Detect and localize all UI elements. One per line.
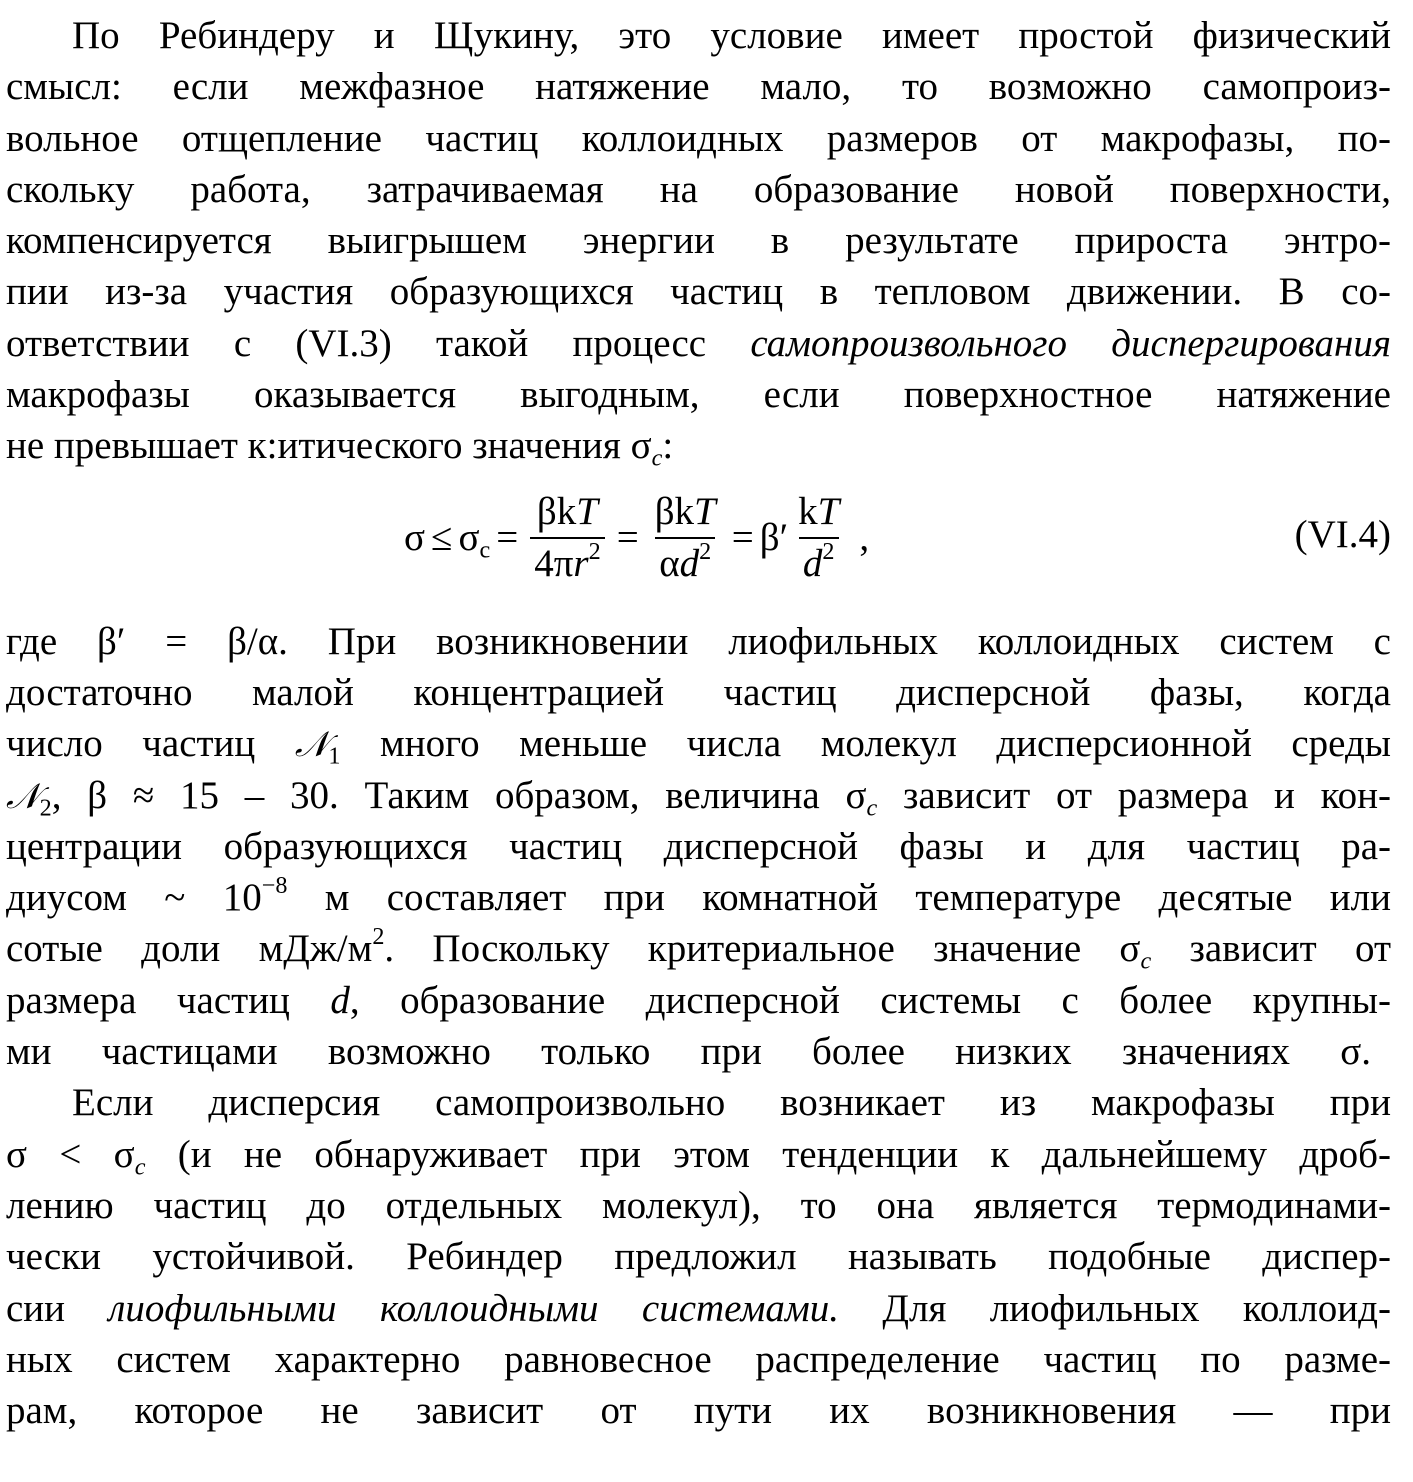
fraction-numerator <box>651 489 720 537</box>
formula-vi-4 <box>404 478 869 598</box>
text-fragment: , β ≈ 15 – 30. Таким образом, величина σ <box>51 773 867 817</box>
fraction-denominator <box>799 537 839 587</box>
exponent: 2 <box>822 537 835 565</box>
text-line <box>6 872 1391 923</box>
sigma-symbol: σ <box>404 516 426 560</box>
diameter-symbol: d <box>330 978 350 1022</box>
text-fragment: м составляет при комнатной температуре десятые или <box>287 876 1391 920</box>
fraction-numerator <box>533 489 602 537</box>
text-line <box>6 318 1391 369</box>
equals-symbol: = <box>616 516 639 560</box>
fraction-1 <box>530 489 604 587</box>
diameter-symbol: d <box>802 541 823 585</box>
text-line: где β′ = β/α. При возникновении лиофильных коллоидных систем с <box>6 619 1391 663</box>
script-n-symbol: 𝒩 <box>6 775 40 817</box>
document-page <box>6 10 1391 1436</box>
text-line: скольку работа, затрачиваемая на образование новой поверхности, <box>6 167 1391 211</box>
text-line: лению частиц до отдельных молекул), то она является термодинами- <box>6 1183 1391 1227</box>
text-fragment: не превышает к:итического значения σ <box>6 424 652 468</box>
paragraph-1 <box>6 10 1391 472</box>
exponent: 2 <box>699 537 712 565</box>
subscript-c: c <box>134 1152 146 1180</box>
text-line <box>6 1283 1391 1334</box>
temperature-symbol: T <box>576 489 598 533</box>
sigma-symbol: σ <box>458 516 480 560</box>
text-fragment: размера частиц <box>6 978 331 1022</box>
beta-prime-symbol: β′ <box>759 516 789 560</box>
text-fragment: . Поскольку критериальное значение σ <box>384 927 1141 971</box>
text-fragment: сии <box>6 1286 109 1330</box>
text-line: пии из-за участия образующихся частиц в тепловом движении. В со- <box>6 270 1391 314</box>
text-line <box>6 718 1391 769</box>
text-fragment: зависит от <box>1151 927 1391 971</box>
colon: : <box>662 424 674 468</box>
exponent: −8 <box>261 872 288 900</box>
fraction-denominator <box>530 537 604 587</box>
text-line: Если дисперсия самопроизвольно возникает из макрофазы при <box>72 1081 1391 1125</box>
text-fragment: диусом ~ 10 <box>6 876 262 920</box>
text-fragment: ответствии с (VI.3) такой процесс <box>6 321 751 365</box>
subscript-c: c <box>479 536 491 564</box>
numerator-text: βk <box>654 489 695 533</box>
text-line: ми частицами возможно только при более низких значениях σ. <box>6 1030 1371 1074</box>
text-line: вольное отщепление частиц коллоидных размеров от макрофазы, по- <box>6 116 1391 160</box>
equation-number: (VI.4) <box>1294 512 1391 556</box>
numerator-text: βk <box>536 489 577 533</box>
temperature-symbol: T <box>694 489 716 533</box>
italic-term: лиофильными коллоидными системами. <box>108 1286 840 1330</box>
text-line <box>6 420 1391 471</box>
le-symbol: ≤ <box>431 516 453 560</box>
text-line: достаточно малой концентрацией частиц дисперсной фазы, когда <box>6 670 1391 714</box>
fraction-2 <box>651 489 720 587</box>
text-fragment: (и не обнаруживает при этом тенденции к дальнейшему дроб- <box>145 1132 1391 1176</box>
text-line <box>6 770 1391 821</box>
text-line: ных систем характерно равновесное распределение частиц по разме- <box>6 1337 1391 1381</box>
text-line: компенсируется выигрышем энергии в результате прироста энтро- <box>6 219 1391 263</box>
text-fragment: σ < σ <box>6 1132 135 1176</box>
exponent: 2 <box>372 923 385 951</box>
text-line <box>6 1129 1391 1180</box>
radius-symbol: r <box>573 541 589 585</box>
subscript-c: c <box>1140 947 1152 975</box>
text-line <box>6 975 1391 1026</box>
text-fragment: зависит от размера и кон- <box>877 773 1391 817</box>
text-line: чески устойчивой. Ребиндер предложил называть подобные диспер- <box>6 1235 1391 1279</box>
temperature-symbol: T <box>817 489 840 533</box>
sigma-c-symbol <box>458 515 491 564</box>
fraction-numerator <box>794 489 843 537</box>
subscript: 1 <box>328 742 341 770</box>
denominator-text: 4π <box>534 541 574 585</box>
subscript: 2 <box>39 793 52 821</box>
text-fragment: число частиц <box>6 722 295 766</box>
italic-term: самопроизвольного диспергирования <box>750 321 1391 365</box>
text-line <box>6 923 1391 974</box>
text-line: По Ребиндеру и Щукину, это условие имеет простой физический <box>72 14 1391 57</box>
paragraph-3 <box>6 1077 1391 1436</box>
text-fragment: много меньше числа молекул дисперсионной среды <box>340 722 1391 766</box>
script-n-symbol: 𝒩 <box>294 724 329 766</box>
text-fragment: , образование дисперсной системы с более крупны- <box>349 978 1392 1022</box>
exponent: 2 <box>588 537 601 565</box>
text-line: рам, которое не зависит от пути их возникновения — при <box>6 1389 1391 1433</box>
denominator-text: α <box>659 541 680 585</box>
numerator-text: k <box>798 489 818 533</box>
diameter-symbol: d <box>679 541 700 585</box>
subscript-c: c <box>651 444 663 472</box>
text-fragment: сотые доли мДж/м <box>6 927 373 971</box>
text-line: смысл: если межфазное натяжение мало, то возможно самопроиз- <box>6 65 1391 109</box>
paragraph-2 <box>6 616 1391 1078</box>
text-line: макрофазы оказывается выгодным, если поверхностное натяжение <box>6 373 1391 417</box>
fraction-denominator <box>655 537 715 587</box>
text-fragment: Для лиофильных коллоид- <box>839 1286 1391 1330</box>
equals-symbol: = <box>731 516 754 560</box>
fraction-3 <box>794 489 843 587</box>
equals-symbol: = <box>496 516 519 560</box>
comma: , <box>859 516 870 560</box>
formula-block <box>6 478 1391 598</box>
text-line: центрации образующихся частиц дисперсной фазы и для частиц ра- <box>6 824 1391 868</box>
subscript-c: c <box>866 793 878 821</box>
